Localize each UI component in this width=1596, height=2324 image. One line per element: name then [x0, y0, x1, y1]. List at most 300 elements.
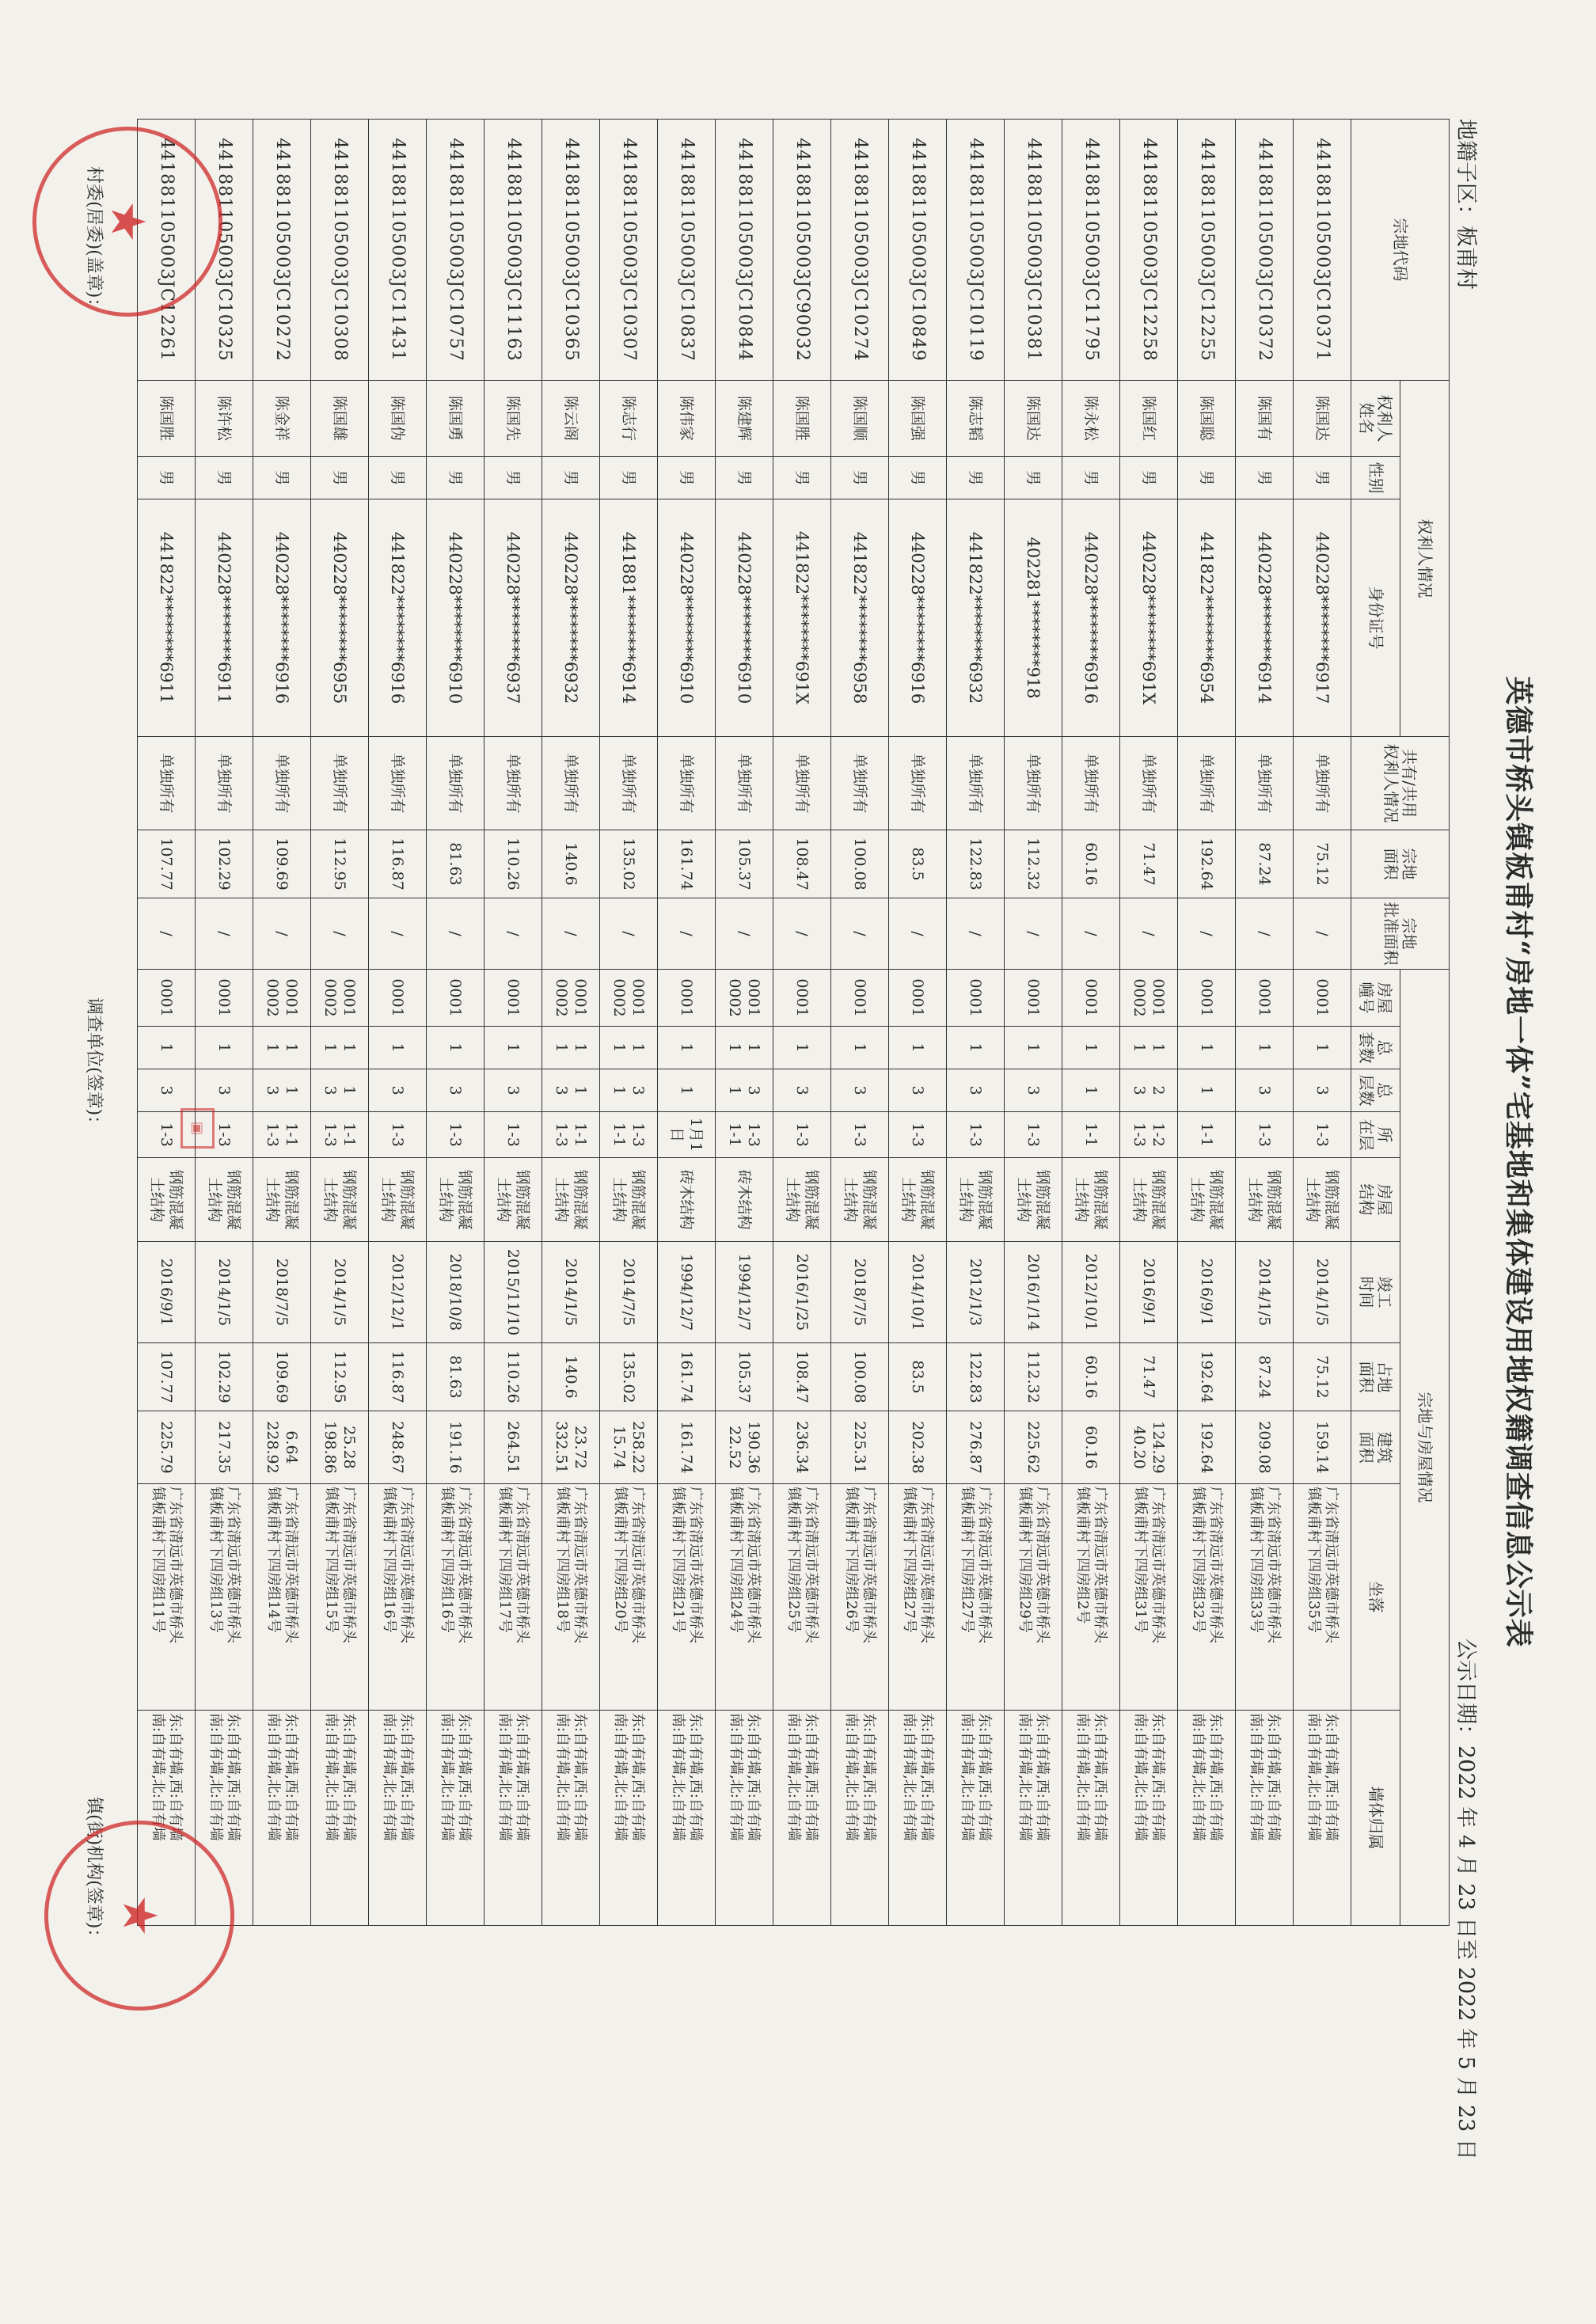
cell-bld: 0001: [1236, 970, 1294, 1027]
cell-code: 441881105003JC10372: [1236, 120, 1294, 381]
cell-floors: 3: [773, 1069, 831, 1112]
cell-floor: 1-1: [1178, 1112, 1236, 1158]
cell-structure: 钢筋混凝 土结构: [831, 1158, 889, 1242]
cell-walls: 东:自有墙,西:自有墙 南:自有墙,北:自有墙: [947, 1711, 1005, 1926]
cell-id: 440228********6910: [716, 499, 773, 737]
cell-walls: 东:自有墙,西:自有墙 南:自有墙,北:自有墙: [716, 1711, 773, 1926]
cell-floors: 3: [947, 1069, 1005, 1112]
cell-walls: 东:自有墙,西:自有墙 南:自有墙,北:自有墙: [1120, 1711, 1178, 1926]
header-wall-ownership: 墙体归属: [1351, 1711, 1400, 1926]
cell-completed: 1994/12/7: [658, 1242, 716, 1343]
cell-structure: 钢筋混凝 土结构: [947, 1158, 1005, 1242]
cell-name: 陈国勇: [427, 381, 484, 457]
table-row: [138, 120, 196, 1926]
cell-floors: 1: [1062, 1069, 1120, 1112]
cell-walls: 东:自有墙,西:自有墙 南:自有墙,北:自有墙: [1178, 1711, 1236, 1926]
cell-floor-area: 190.36 22.52: [716, 1411, 773, 1484]
header-floor-area: 建筑 面积: [1351, 1411, 1400, 1484]
cell-location: 广东省清远市英德市桥头 镇板甫村下四房组2号: [1062, 1484, 1120, 1711]
table-row: [1294, 120, 1351, 1926]
cell-floors: 1: [658, 1069, 716, 1112]
cell-walls: 东:自有墙,西:自有墙 南:自有墙,北:自有墙: [1005, 1711, 1062, 1926]
village-red-seal: ★: [32, 127, 222, 317]
cell-location: 广东省清远市英德市桥头 镇板甫村下四房组32号: [1178, 1484, 1236, 1711]
cell-location: 广东省清远市英德市桥头 镇板甫村下四房组24号: [716, 1484, 773, 1711]
cell-structure: 钢筋混凝 土结构: [1120, 1158, 1178, 1242]
cell-bld: 0001: [369, 970, 427, 1027]
header-land-house-group: 宗地与房屋情况: [1400, 970, 1450, 1926]
cell-units: 1: [1005, 1027, 1062, 1069]
cell-floor-area: 236.34: [773, 1411, 831, 1484]
cell-footprint: 81.63: [427, 1343, 484, 1411]
cell-units: 1: [658, 1027, 716, 1069]
header-structure: 房屋 结构: [1351, 1158, 1400, 1242]
cell-footprint: 112.32: [1005, 1343, 1062, 1411]
cell-walls: 东:自有墙,西:自有墙 南:自有墙,北:自有墙: [773, 1711, 831, 1926]
cell-structure: 钢筋混凝 土结构: [369, 1158, 427, 1242]
cell-footprint: 122.83: [947, 1343, 1005, 1411]
cell-gender: 男: [658, 457, 716, 499]
cell-structure: 钢筋混凝 土结构: [542, 1158, 600, 1242]
header-id-number: 身份证号: [1351, 499, 1400, 737]
cell-code: 441881105003JC12255: [1178, 120, 1236, 381]
cell-floor: 1-1 1-3: [253, 1112, 311, 1158]
cell-code: 441881105003JC10371: [1294, 120, 1351, 381]
cell-id: 441822********6954: [1178, 499, 1236, 737]
cell-footprint: 102.29: [196, 1343, 253, 1411]
cell-area: 100.08: [831, 830, 889, 898]
cell-area: 112.95: [311, 830, 369, 898]
cell-floors: 3: [484, 1069, 542, 1112]
cell-units: 1: [484, 1027, 542, 1069]
cell-approved: /: [1062, 898, 1120, 970]
cell-code: 441881105003JC10307: [600, 120, 658, 381]
cell-code: 441881105003JC12261: [138, 120, 196, 381]
cell-bld: 0001: [1178, 970, 1236, 1027]
cell-code: 441881105003JC90032: [773, 120, 831, 381]
table-row: [253, 120, 311, 1926]
cell-area: 192.64: [1178, 830, 1236, 898]
header-house-no: 房屋 幢号: [1351, 970, 1400, 1027]
cell-id: 402281********918: [1005, 499, 1062, 737]
cell-approved: /: [1120, 898, 1178, 970]
cell-id: 440228********691X: [1120, 499, 1178, 737]
table-row: [600, 120, 658, 1926]
cell-completed: 2014/1/5: [1236, 1242, 1294, 1343]
cell-floors: 3: [369, 1069, 427, 1112]
cell-floor: 1-3: [831, 1112, 889, 1158]
cell-name: 陈国伪: [369, 381, 427, 457]
cell-area: 75.12: [1294, 830, 1351, 898]
cell-floor: 1-3 1-1: [716, 1112, 773, 1158]
cell-code: 441881105003JC10837: [658, 120, 716, 381]
cell-share: 单独所有: [369, 737, 427, 830]
cell-floor-area: 25.28 198.86: [311, 1411, 369, 1484]
cell-id: 440228********6910: [427, 499, 484, 737]
cell-footprint: 75.12: [1294, 1343, 1351, 1411]
cell-location: 广东省清远市英德市桥头 镇板甫村下四房组25号: [773, 1484, 831, 1711]
cell-footprint: 71.47: [1120, 1343, 1178, 1411]
header-parcel-code: 宗地代码: [1351, 120, 1450, 381]
cell-structure: 钢筋混凝 土结构: [600, 1158, 658, 1242]
cell-floors: 2 3: [1120, 1069, 1178, 1112]
cell-units: 1: [138, 1027, 196, 1069]
document-title: 英德市桥头镇板甫村“房地一体”宅基地和集体建设用地权籍调查信息公示表: [1502, 676, 1535, 1648]
cell-share: 单独所有: [1294, 737, 1351, 830]
cell-id: 441822********6916: [369, 499, 427, 737]
cell-area: 105.37: [716, 830, 773, 898]
cell-name: 陈国顺: [831, 381, 889, 457]
cell-walls: 东:自有墙,西:自有墙 南:自有墙,北:自有墙: [196, 1711, 253, 1926]
cell-bld: 0001 0002: [600, 970, 658, 1027]
header-floor-location: 所 在层: [1351, 1112, 1400, 1158]
cell-units: 1: [773, 1027, 831, 1069]
cadastral-area-label: 地籍子区：板甫村: [1454, 119, 1478, 290]
cell-bld: 0001: [831, 970, 889, 1027]
cell-floors: 1 3: [311, 1069, 369, 1112]
cell-id: 440228********6910: [658, 499, 716, 737]
cell-gender: 男: [831, 457, 889, 499]
cell-share: 单独所有: [1178, 737, 1236, 830]
cell-share: 单独所有: [484, 737, 542, 830]
cell-gender: 男: [1236, 457, 1294, 499]
cell-code: 441881105003JC10381: [1005, 120, 1062, 381]
cell-footprint: 87.24: [1236, 1343, 1294, 1411]
cell-floors: 3: [138, 1069, 196, 1112]
cell-floor: 1-3: [369, 1112, 427, 1158]
cell-walls: 东:自有墙,西:自有墙 南:自有墙,北:自有墙: [427, 1711, 484, 1926]
cell-name: 陈金祥: [253, 381, 311, 457]
cell-floors: 3: [1294, 1069, 1351, 1112]
cell-name: 陈志行: [600, 381, 658, 457]
cell-floor: 1-3 1-1: [600, 1112, 658, 1158]
cell-structure: 钢筋混凝 土结构: [196, 1158, 253, 1242]
cell-floor-area: 248.67: [369, 1411, 427, 1484]
cell-units: 1: [427, 1027, 484, 1069]
cell-footprint: 192.64: [1178, 1343, 1236, 1411]
cell-approved: /: [831, 898, 889, 970]
cell-name: 陈许松: [196, 381, 253, 457]
cell-approved: /: [716, 898, 773, 970]
cell-approved: /: [484, 898, 542, 970]
cell-share: 单独所有: [831, 737, 889, 830]
table-row: [311, 120, 369, 1926]
cell-floor: 1-3: [773, 1112, 831, 1158]
cell-footprint: 140.6: [542, 1343, 600, 1411]
cell-completed: 2014/1/5: [1294, 1242, 1351, 1343]
cell-share: 单独所有: [196, 737, 253, 830]
cell-units: 1 1: [253, 1027, 311, 1069]
cell-completed: 2016/9/1: [1120, 1242, 1178, 1343]
header-approved-area: 宗地 批准面积: [1351, 898, 1450, 970]
cell-id: 440228********6916: [253, 499, 311, 737]
cell-share: 单独所有: [1062, 737, 1120, 830]
table-row: [658, 120, 716, 1926]
header-completion: 竣工 时间: [1351, 1242, 1400, 1343]
cell-location: 广东省清远市英德市桥头 镇板甫村下四房组13号: [196, 1484, 253, 1711]
cell-floor: 1-3: [1236, 1112, 1294, 1158]
cell-floor-area: 217.35: [196, 1411, 253, 1484]
cell-gender: 男: [311, 457, 369, 499]
cell-location: 广东省清远市英德市桥头 镇板甫村下四房组20号: [600, 1484, 658, 1711]
cell-code: 441881105003JC11431: [369, 120, 427, 381]
cell-approved: /: [658, 898, 716, 970]
cell-name: 陈国达: [1005, 381, 1062, 457]
cell-structure: 钢筋混凝 土结构: [1178, 1158, 1236, 1242]
table-row: [1005, 120, 1062, 1926]
cell-location: 广东省清远市英德市桥头 镇板甫村下四房组16号: [427, 1484, 484, 1711]
cell-code: 441881105003JC10308: [311, 120, 369, 381]
cell-approved: /: [947, 898, 1005, 970]
cell-share: 单独所有: [1120, 737, 1178, 830]
cell-name: 陈志韬: [947, 381, 1005, 457]
cell-floor: 1-3: [484, 1112, 542, 1158]
header-parcel-area: 宗地 面积: [1351, 830, 1450, 898]
cell-floors: 3 1: [716, 1069, 773, 1112]
survey-table: [137, 119, 1450, 1926]
header-owner-group: 权利人情况: [1400, 381, 1450, 737]
cell-completed: 2012/10/1: [1062, 1242, 1120, 1343]
cell-units: 1 1: [600, 1027, 658, 1069]
cell-code: 441881105003JC10274: [831, 120, 889, 381]
cell-gender: 男: [369, 457, 427, 499]
cell-footprint: 108.47: [773, 1343, 831, 1411]
cell-floor-area: 6.64 228.92: [253, 1411, 311, 1484]
table-row: [484, 120, 542, 1926]
table-row: [831, 120, 889, 1926]
cell-footprint: 135.02: [600, 1343, 658, 1411]
table-body: [138, 120, 1351, 1926]
cell-footprint: 100.08: [831, 1343, 889, 1411]
cell-walls: 东:自有墙,西:自有墙 南:自有墙,北:自有墙: [889, 1711, 947, 1926]
cell-completed: 2012/1/3: [947, 1242, 1005, 1343]
cell-walls: 东:自有墙,西:自有墙 南:自有墙,北:自有墙: [138, 1711, 196, 1926]
cell-area: 116.87: [369, 830, 427, 898]
cell-area: 102.29: [196, 830, 253, 898]
cell-completed: 2018/10/8: [427, 1242, 484, 1343]
cell-walls: 东:自有墙,西:自有墙 南:自有墙,北:自有墙: [1236, 1711, 1294, 1926]
cell-walls: 东:自有墙,西:自有墙 南:自有墙,北:自有墙: [311, 1711, 369, 1926]
cell-bld: 0001: [1005, 970, 1062, 1027]
cell-id: 441822********6911: [138, 499, 196, 737]
cell-approved: /: [600, 898, 658, 970]
cell-gender: 男: [253, 457, 311, 499]
cell-code: 441881105003JC10119: [947, 120, 1005, 381]
survey-unit-seal: ▣: [180, 1108, 215, 1149]
cell-area: 81.63: [427, 830, 484, 898]
cell-walls: 东:自有墙,西:自有墙 南:自有墙,北:自有墙: [542, 1711, 600, 1926]
cell-share: 单独所有: [542, 737, 600, 830]
cell-walls: 东:自有墙,西:自有墙 南:自有墙,北:自有墙: [658, 1711, 716, 1926]
table-row: [889, 120, 947, 1926]
cell-gender: 男: [484, 457, 542, 499]
cell-location: 广东省清远市英德市桥头 镇板甫村下四房组16号: [369, 1484, 427, 1711]
cell-floor: 1-1 1-3: [311, 1112, 369, 1158]
cell-name: 陈国先: [484, 381, 542, 457]
cell-share: 单独所有: [1236, 737, 1294, 830]
cell-completed: 2014/1/5: [311, 1242, 369, 1343]
cell-floor-area: 225.31: [831, 1411, 889, 1484]
cell-walls: 东:自有墙,西:自有墙 南:自有墙,北:自有墙: [484, 1711, 542, 1926]
cell-floors: 1 3: [542, 1069, 600, 1112]
cell-code: 441881105003JC10325: [196, 120, 253, 381]
cell-gender: 男: [196, 457, 253, 499]
cell-units: 1: [1236, 1027, 1294, 1069]
cell-floor: 1-3: [138, 1112, 196, 1158]
cell-location: 广东省清远市英德市桥头 镇板甫村下四房组15号: [311, 1484, 369, 1711]
cell-floors: 1 3: [253, 1069, 311, 1112]
cell-structure: 钢筋混凝 土结构: [484, 1158, 542, 1242]
cell-location: 广东省清远市英德市桥头 镇板甫村下四房组17号: [484, 1484, 542, 1711]
publication-period: 公示日期：2022 年 4 月 23 日至 2022 年 5 月 23 日: [1454, 1639, 1478, 2160]
cell-area: 122.83: [947, 830, 1005, 898]
cell-floor: 1-3: [1005, 1112, 1062, 1158]
cell-footprint: 112.95: [311, 1343, 369, 1411]
cell-completed: 2016/1/14: [1005, 1242, 1062, 1343]
cell-structure: 钢筋混凝 土结构: [1062, 1158, 1120, 1242]
cell-code: 441881105003JC11795: [1062, 120, 1120, 381]
cell-footprint: 110.26: [484, 1343, 542, 1411]
cell-approved: /: [138, 898, 196, 970]
cell-name: 陈永松: [1062, 381, 1120, 457]
cell-floor-area: 276.87: [947, 1411, 1005, 1484]
cell-location: 广东省清远市英德市桥头 镇板甫村下四房组33号: [1236, 1484, 1294, 1711]
cell-floor-area: 209.08: [1236, 1411, 1294, 1484]
header-footprint: 占地 面积: [1351, 1343, 1400, 1411]
cell-floor-area: 192.64: [1178, 1411, 1236, 1484]
cell-completed: 2016/9/1: [1178, 1242, 1236, 1343]
cell-share: 单独所有: [600, 737, 658, 830]
cell-units: 1: [1294, 1027, 1351, 1069]
cell-completed: 2018/7/5: [831, 1242, 889, 1343]
cell-gender: 男: [1005, 457, 1062, 499]
cell-code: 441881105003JC10844: [716, 120, 773, 381]
cell-name: 陈国有: [1236, 381, 1294, 457]
cell-name: 陈伟家: [658, 381, 716, 457]
cell-footprint: 83.5: [889, 1343, 947, 1411]
header-total-floors: 总 层数: [1351, 1069, 1400, 1112]
table-row: [369, 120, 427, 1926]
cell-approved: /: [253, 898, 311, 970]
cell-structure: 钢筋混凝 土结构: [1236, 1158, 1294, 1242]
cell-location: 广东省清远市英德市桥头 镇板甫村下四房组27号: [889, 1484, 947, 1711]
cell-share: 单独所有: [889, 737, 947, 830]
cell-completed: 2014/10/1: [889, 1242, 947, 1343]
cell-bld: 0001: [773, 970, 831, 1027]
cell-area: 110.26: [484, 830, 542, 898]
cell-share: 单独所有: [138, 737, 196, 830]
cell-area: 108.47: [773, 830, 831, 898]
cell-floor-area: 159.14: [1294, 1411, 1351, 1484]
township-signature-label: 镇(街)机构(签章)：: [84, 1797, 104, 1946]
cell-location: 广东省清远市英德市桥头 镇板甫村下四房组14号: [253, 1484, 311, 1711]
cell-area: 83.5: [889, 830, 947, 898]
cell-footprint: 60.16: [1062, 1343, 1120, 1411]
cell-approved: /: [1178, 898, 1236, 970]
cell-structure: 钢筋混凝 土结构: [138, 1158, 196, 1242]
cell-bld: 0001: [196, 970, 253, 1027]
cell-floors: 3: [427, 1069, 484, 1112]
cell-id: 441822********691X: [773, 499, 831, 737]
cell-floor: 1-3: [947, 1112, 1005, 1158]
cell-units: 1: [196, 1027, 253, 1069]
cell-area: 107.77: [138, 830, 196, 898]
survey-unit-signature-label: 调查单位(签章)：: [84, 997, 104, 1134]
cell-floor-area: 264.51: [484, 1411, 542, 1484]
header-co-owners: 共有/共用 权利人情况: [1351, 737, 1450, 830]
cell-name: 陈国雄: [311, 381, 369, 457]
cell-completed: 2014/1/5: [196, 1242, 253, 1343]
cell-approved: /: [196, 898, 253, 970]
cell-bld: 0001 0002: [1120, 970, 1178, 1027]
cell-code: 441881105003JC10272: [253, 120, 311, 381]
cell-walls: 东:自有墙,西:自有墙 南:自有墙,北:自有墙: [253, 1711, 311, 1926]
cell-gender: 男: [600, 457, 658, 499]
cell-walls: 东:自有墙,西:自有墙 南:自有墙,北:自有墙: [1294, 1711, 1351, 1926]
cell-share: 单独所有: [311, 737, 369, 830]
cell-id: 440228********6917: [1294, 499, 1351, 737]
cell-area: 140.6: [542, 830, 600, 898]
cell-code: 441881105003JC10849: [889, 120, 947, 381]
cell-id: 440228********6916: [889, 499, 947, 737]
cell-approved: /: [889, 898, 947, 970]
cell-walls: 东:自有墙,西:自有墙 南:自有墙,北:自有墙: [1062, 1711, 1120, 1926]
cell-code: 441881105003JC10365: [542, 120, 600, 381]
cell-bld: 0001 0002: [311, 970, 369, 1027]
cell-units: 1: [889, 1027, 947, 1069]
cell-id: 440228********6937: [484, 499, 542, 737]
cell-gender: 男: [1062, 457, 1120, 499]
cell-floors: 3: [1005, 1069, 1062, 1112]
cell-completed: 2012/12/1: [369, 1242, 427, 1343]
header-total-units: 总 套数: [1351, 1027, 1400, 1069]
cell-floor-area: 225.79: [138, 1411, 196, 1484]
cell-location: 广东省清远市英德市桥头 镇板甫村下四房组27号: [947, 1484, 1005, 1711]
cell-completed: 2014/1/5: [542, 1242, 600, 1343]
table-row: [716, 120, 773, 1926]
cell-share: 单独所有: [658, 737, 716, 830]
cell-name: 陈国强: [889, 381, 947, 457]
cell-floors: 3 1: [600, 1069, 658, 1112]
cell-floor: 1-3: [196, 1112, 253, 1158]
cell-location: 广东省清远市英德市桥头 镇板甫村下四房组35号: [1294, 1484, 1351, 1711]
table-row: [773, 120, 831, 1926]
table-row: [1178, 120, 1236, 1926]
cell-units: 1 1: [542, 1027, 600, 1069]
cell-floor: 1-3: [889, 1112, 947, 1158]
header-location: 坐落: [1351, 1484, 1400, 1711]
cell-location: 广东省清远市英德市桥头 镇板甫村下四房组29号: [1005, 1484, 1062, 1711]
cell-id: 440228********6914: [1236, 499, 1294, 737]
cell-units: 1 1: [311, 1027, 369, 1069]
cell-gender: 男: [1178, 457, 1236, 499]
cell-id: 440228********6911: [196, 499, 253, 737]
cell-floor-area: 258.22 15.74: [600, 1411, 658, 1484]
cell-floor-area: 161.74: [658, 1411, 716, 1484]
table-row: [542, 120, 600, 1926]
cell-approved: /: [427, 898, 484, 970]
cell-gender: 男: [138, 457, 196, 499]
cell-approved: /: [369, 898, 427, 970]
cell-approved: /: [542, 898, 600, 970]
cell-id: 441822********6958: [831, 499, 889, 737]
cell-gender: 男: [1120, 457, 1178, 499]
cell-approved: /: [1294, 898, 1351, 970]
cell-completed: 2018/7/5: [253, 1242, 311, 1343]
cell-footprint: 107.77: [138, 1343, 196, 1411]
cell-location: 广东省清远市英德市桥头 镇板甫村下四房组26号: [831, 1484, 889, 1711]
cell-footprint: 105.37: [716, 1343, 773, 1411]
